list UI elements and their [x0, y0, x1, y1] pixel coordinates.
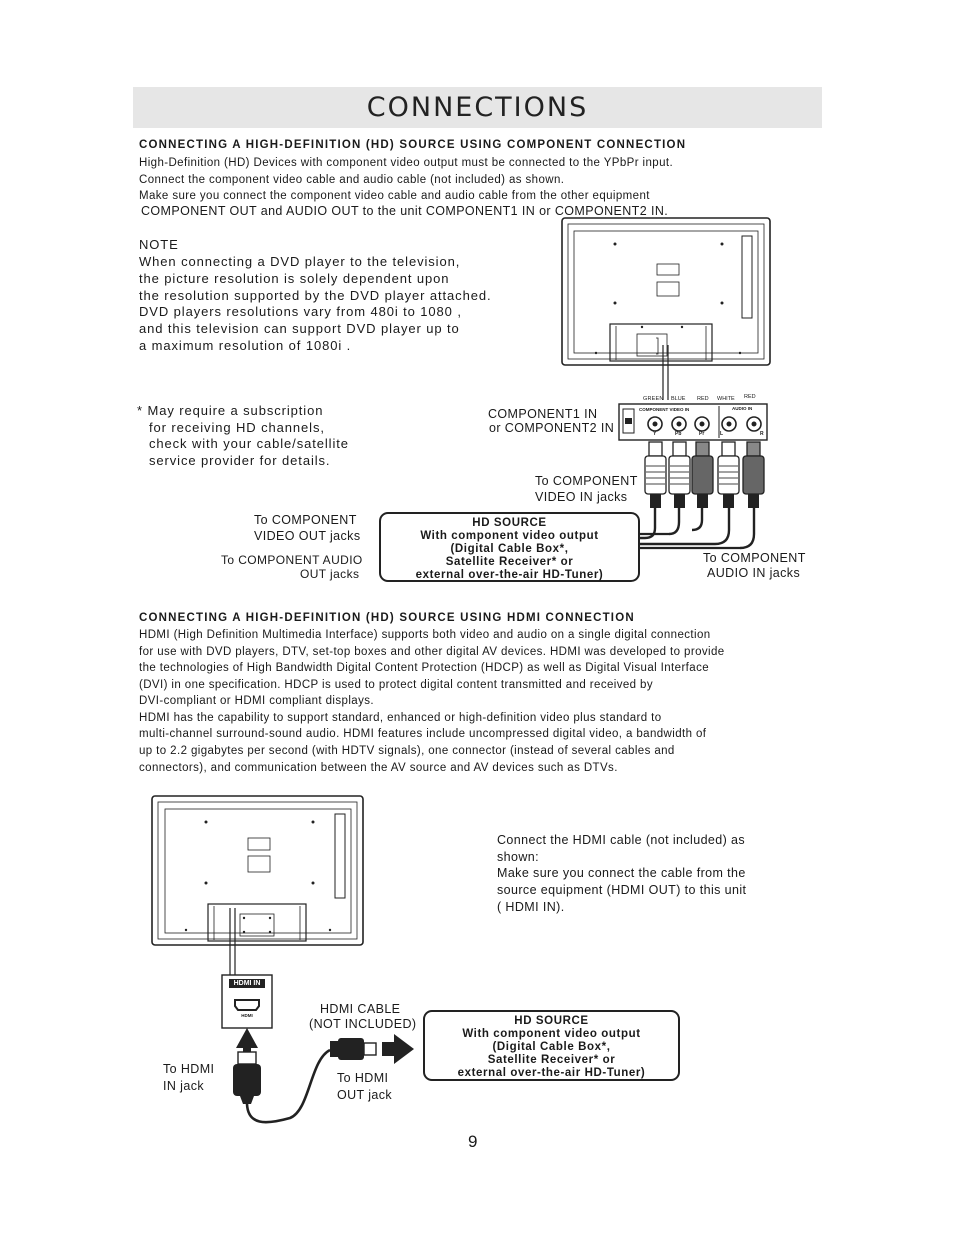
component1-in-label: COMPONENT1 IN [488, 407, 598, 421]
jack-label: Pr [699, 431, 705, 437]
jack-label: R [760, 431, 764, 437]
section1-line: Make sure you connect the component video cable and audio cable from the other equipment [139, 190, 650, 202]
hdmi-port-caption: HDMI [241, 1013, 253, 1018]
subscription-line: check with your cable/satellite [149, 436, 349, 451]
cable-color-white: WHITE [717, 396, 735, 402]
section2-line: HDMI has the capability to support standard, enhanced or high-definition video plus standard to [139, 712, 662, 724]
section2-heading: CONNECTING A HIGH-DEFINITION (HD) SOURCE USING HDMI CONNECTION [139, 612, 635, 624]
section2-line: connectors), and communication between the AV source and AV devices such as DTVs. [139, 762, 618, 774]
section1-heading: CONNECTING A HIGH-DEFINITION (HD) SOURCE USING COMPONENT CONNECTION [139, 139, 687, 151]
cable-color-red: RED [697, 396, 709, 402]
hd-source-line: Satellite Receiver* or [487, 1054, 616, 1066]
section1-line: High-Definition (HD) Devices with component video output must be connected to the YPbPr input. [139, 157, 674, 169]
hd-source-title: HD SOURCE [514, 1015, 589, 1027]
to-component-audio-in: To COMPONENT [703, 551, 806, 565]
note-line: DVD players resolutions vary from 480i to 1080 , [139, 304, 462, 319]
hdmi-cable-label: (NOT INCLUDED) [309, 1017, 417, 1031]
note-line: When connecting a DVD player to the television, [139, 254, 461, 269]
section2-line: multi-channel surround-sound audio. HDMI features include uncompressed digital video, a bandwidth of [139, 728, 707, 740]
note-label: NOTE [139, 237, 179, 252]
cable-color-red: RED [744, 394, 756, 400]
hd-source-line: external over-the-air HD-Tuner) [415, 569, 604, 581]
page-number: 9 [468, 1132, 478, 1151]
section2-line: HDMI (High Definition Multimedia Interface) supports both video and audio on a single digital connection [139, 629, 711, 641]
hdmi-instruction-line: Connect the HDMI cable (not included) as [497, 833, 746, 847]
subscription-line: service provider for details. [149, 453, 331, 468]
subscription-line: for receiving HD channels, [149, 420, 325, 435]
note-line: the resolution supported by the DVD player attached. [139, 288, 492, 303]
hd-source-title: HD SOURCE [472, 517, 547, 529]
note-line: the picture resolution is solely dependent upon [139, 271, 450, 286]
to-hdmi-in-label: IN jack [163, 1079, 205, 1093]
to-component-audio-out: OUT jacks [300, 567, 360, 581]
page-title: CONNECTIONS [366, 92, 589, 123]
to-component-video-out: To COMPONENT [254, 513, 357, 527]
hdmi-cable-label: HDMI CABLE [320, 1002, 401, 1016]
hdmi-in-badge: HDMI IN [233, 980, 261, 987]
note-line: a maximum resolution of 1080i . [139, 338, 352, 353]
component2-in-label: or COMPONENT2 IN [489, 421, 615, 435]
to-hdmi-out-label: To HDMI [337, 1071, 389, 1085]
cable-color-green: GREEN [643, 396, 664, 402]
hdmi-instruction-line: Make sure you connect the cable from the [497, 866, 746, 880]
section2-line: the technologies of High Bandwidth Digital Content Protection (HDCP) as well as Digital Visual Interface [139, 662, 710, 674]
hd-source-line: (Digital Cable Box*, [450, 543, 569, 555]
hd-source-line: external over-the-air HD-Tuner) [457, 1067, 646, 1079]
to-component-video-in: To COMPONENT [535, 474, 638, 488]
cable-color-blue: BLUE [671, 396, 686, 402]
hdmi-instruction-line: shown: [497, 850, 540, 864]
jack-label: Pb [675, 431, 682, 437]
hdmi-instruction-line: ( HDMI IN). [497, 900, 565, 914]
section1-line: COMPONENT OUT and AUDIO OUT to the unit COMPONENT1 IN or COMPONENT2 IN. [141, 204, 669, 218]
to-component-video-out: VIDEO OUT jacks [254, 529, 361, 543]
section2-line: (DVI) in one specification. HDCP is used to protect digital content transmitted and received by [139, 679, 653, 691]
hd-source-line: With component video output [420, 530, 599, 542]
to-component-audio-out: To COMPONENT AUDIO [221, 553, 363, 567]
hdmi-instruction-line: source equipment (HDMI OUT) to this unit [497, 883, 747, 897]
panel-video-label: COMPONENT VIDEO IN [639, 407, 690, 412]
section2-line: for use with DVD players, DTV, set-top boxes and other digital AV devices. HDMI was developed to provide [139, 646, 725, 658]
section2-line: up to 2.2 gigabytes per second (with HDTV signals), one connector (instead of several cables and [139, 745, 675, 757]
to-hdmi-in-label: To HDMI [163, 1062, 215, 1076]
hd-source-box-2 [423, 1010, 680, 1081]
jack-label: Y [653, 431, 657, 437]
hd-source-line: (Digital Cable Box*, [492, 1041, 611, 1053]
hd-source-line: Satellite Receiver* or [445, 556, 574, 568]
to-hdmi-out-label: OUT jack [337, 1088, 393, 1102]
jack-label: L [720, 431, 724, 437]
panel-audio-label: AUDIO IN [732, 406, 753, 411]
to-component-audio-in: AUDIO IN jacks [707, 566, 801, 580]
subscription-line: * May require a subscription [137, 403, 324, 418]
note-line: and this television can support DVD player up to [139, 321, 460, 336]
to-component-video-in: VIDEO IN jacks [535, 490, 628, 504]
section2-line: DVI-compliant or HDMI compliant displays. [139, 695, 374, 707]
section1-line: Connect the component video cable and audio cable (not included) as shown. [139, 174, 565, 186]
hd-source-line: With component video output [462, 1028, 641, 1040]
